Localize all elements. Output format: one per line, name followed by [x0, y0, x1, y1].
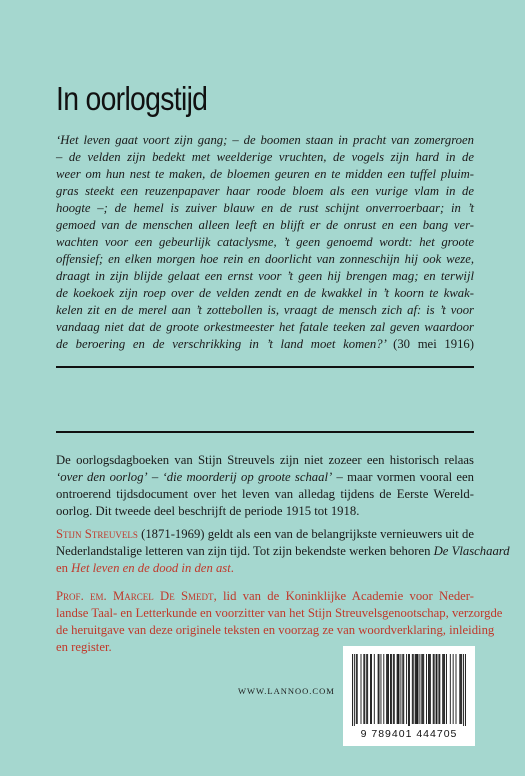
- barcode-bar: [416, 654, 417, 724]
- barcode-bar: [430, 654, 431, 724]
- barcode-bar: [386, 654, 387, 724]
- barcode-bar: [421, 654, 422, 724]
- quote-line: de koekoek zijn roep over de velden zendt en de kwakkel in ’t koorn te kwak-: [56, 286, 474, 300]
- barcode-bar: [465, 654, 466, 726]
- work-title-2: Het leven en de dood in den ast: [71, 561, 231, 575]
- barcode-bar: [387, 654, 388, 724]
- quote-block: [56, 132, 474, 353]
- barcode-bar: [444, 654, 445, 724]
- barcode-bar: [381, 654, 382, 724]
- barcode-bar: [383, 654, 384, 724]
- editor-name: Prof. em. Marcel De Smedt: [56, 589, 214, 603]
- barcode-bar: [398, 654, 399, 724]
- barcode-bar: [397, 654, 398, 724]
- barcode-bar: [408, 654, 409, 726]
- barcode-bar: [406, 654, 407, 724]
- bio-period: .: [230, 561, 234, 575]
- barcode-bar: [391, 654, 392, 724]
- quote-line: offensief; en elken morgen hoe rein en doorlicht van zonneschijn hij ook weze,: [56, 252, 474, 266]
- bio-line: [56, 526, 474, 543]
- barcode-bar: [436, 654, 437, 724]
- barcode-bar: [388, 654, 389, 724]
- barcode-bar: [413, 654, 414, 724]
- barcode-bar: [409, 654, 410, 726]
- quote-line: gras steekt een reuzenpapaver haar roode bloem als een vurige vlam in de: [56, 184, 474, 198]
- barcode-bar: [364, 654, 365, 724]
- intro-quote-2: ‘die moorderij op groote schaal’: [162, 470, 333, 484]
- barcode-bar: [415, 654, 416, 724]
- author-bio: [56, 526, 510, 560]
- barcode-bar: [438, 654, 439, 724]
- intro-line: [56, 469, 474, 486]
- quote-line: wachten voor een gebeurlijk cataclysme, ’t geen genoemd wordt: het groote: [56, 235, 474, 249]
- barcode-bar: [390, 654, 391, 724]
- bio-line: de heruitgave van deze originele teksten en voorzag ze van woordverklaring, inleiding: [56, 623, 495, 637]
- work-title-1: De Vlaschaard: [433, 544, 510, 558]
- barcode-bar: [429, 654, 430, 724]
- barcode-bar: [419, 654, 420, 724]
- barcode-bar: [459, 654, 460, 724]
- bio-line: [56, 560, 474, 577]
- barcode-bar: [453, 654, 454, 724]
- barcode-bar: [361, 654, 362, 724]
- barcode-bar: [417, 654, 418, 724]
- bio-and: en: [56, 561, 72, 575]
- barcode-bar: [428, 654, 429, 724]
- quote-line: ‘Het leven gaat voort zijn gang; – de boomen staan in pracht van zomergroen: [56, 133, 474, 147]
- bio-line-rest: , lid van de Koninklijke Academie voor Neder-: [213, 589, 474, 603]
- barcode-bar: [463, 654, 464, 726]
- barcode-bar: [426, 654, 427, 724]
- divider-bottom: [56, 431, 474, 433]
- intro-line-rest: – maar vormen vooral een: [332, 470, 474, 484]
- barcode-bar: [418, 654, 419, 724]
- barcode-bar: [434, 654, 435, 724]
- publisher-website: WWW.LANNOO.COM: [238, 686, 335, 696]
- quote-line: kelen zit en de merel aan ’t zottebollen is, vraagt de mensch zich af: is ’t voor: [56, 303, 474, 317]
- intro-paragraph: [56, 452, 474, 520]
- intro-line: oorlog. Dit tweede deel beschrijft de periode 1915 tot 1918.: [56, 504, 360, 518]
- quote-line: vandaag niet dat de groote orkestmeester het fatale teeken zal geven waardoor: [56, 320, 474, 334]
- barcode-bar: [370, 654, 371, 724]
- quote-line: [56, 336, 474, 353]
- barcode-bar: [446, 654, 447, 724]
- barcode-bar: [450, 654, 451, 724]
- isbn-digits: 9 789401 444705: [360, 728, 458, 740]
- barcode-bar: [423, 654, 424, 724]
- barcode-bar: [437, 654, 438, 724]
- author-name: Stijn Streuvels: [56, 527, 138, 541]
- barcode-bar: [439, 654, 440, 724]
- barcode-bars: [352, 654, 466, 726]
- barcode-bar: [357, 654, 358, 724]
- barcode-bar: [461, 654, 462, 724]
- bio-line-text: Nederlandstalige letteren van zijn tijd. Tot zijn bekendste werken behoren: [56, 544, 434, 558]
- quote-line: – de velden zijn bedekt met weelderige vruchten, de vogels zijn hard in de: [56, 150, 474, 164]
- intro-line: ontroerend tijdsdocument over het leven van alledag tijdens de Eerste Wereld-: [56, 487, 474, 501]
- barcode-bar: [433, 654, 434, 724]
- barcode-bar: [422, 654, 423, 724]
- barcode-bar: [402, 654, 403, 724]
- barcode-bar: [367, 654, 368, 724]
- quote-line: draagt in zijn blijde gelaat een ernst voor ’t geen hij brengen mag; en terwijl: [56, 269, 474, 283]
- book-title: In oorlogstijd: [56, 80, 208, 117]
- barcode-bar: [379, 654, 380, 724]
- barcode-bar: [403, 654, 404, 724]
- bio-line-rest: (1871-1969) geldt als een van de belangrijkste vernieuwers uit de: [137, 527, 474, 541]
- barcode-bar: [442, 654, 443, 724]
- intro-quote-1: ‘over den oorlog’: [56, 470, 148, 484]
- barcode-bar: [399, 654, 400, 724]
- quote-line: weer om hun nest te maken, de bloemen geuren en te midden een tuffel pluim-: [56, 167, 474, 181]
- bio-line: [56, 543, 510, 560]
- barcode-bar: [400, 654, 401, 724]
- quote-line: hoogte –; de hemel is zuiver blauw en de rust schijnt onverroerbaar; in ’t: [56, 201, 474, 215]
- barcode-bar: [443, 654, 444, 724]
- bio-line: en register.: [56, 640, 112, 654]
- barcode-bar: [412, 654, 413, 724]
- intro-dash: –: [147, 470, 163, 484]
- barcode-bar: [378, 654, 379, 724]
- barcode-bar: [366, 654, 367, 724]
- quote-date: (30 mei 1916): [393, 337, 474, 351]
- barcode-bar: [393, 654, 394, 724]
- barcode-bar: [456, 654, 457, 724]
- quote-line: gemoed van de menschen alleen leeft en blijft er de onrust en een bang ver-: [56, 218, 474, 232]
- barcode-bar: [460, 654, 461, 724]
- barcode-bar: [354, 654, 355, 726]
- intro-line: De oorlogsdagboeken van Stijn Streuvels zijn niet zozeer een historisch relaas: [56, 453, 474, 467]
- bio-line: [56, 588, 474, 605]
- barcode-bar: [363, 654, 364, 724]
- isbn-barcode: [343, 646, 475, 746]
- divider-top: [56, 366, 474, 368]
- barcode-bar: [371, 654, 372, 724]
- barcode-bar: [356, 654, 357, 724]
- barcode-bar: [394, 654, 395, 724]
- bio-line: landse Taal- en Letterkunde en voorzitter van het Stijn Streuvelsgenootschap, verzorgde: [56, 606, 503, 620]
- author-bio-works: [56, 560, 474, 577]
- barcode-bar: [374, 654, 375, 724]
- barcode-bar: [352, 654, 353, 726]
- quote-last-text: de beroering en de verschrikking in ’t land moet komen?’: [56, 337, 386, 351]
